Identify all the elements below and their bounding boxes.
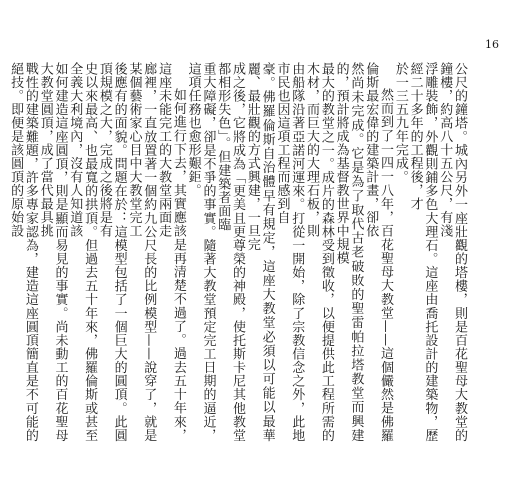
text-column: 廊裡，一直放置著一個約九公尺長的比例模型——說穿了，就是某個藝術家心目中大教堂完工 [126,62,157,442]
text-column: 重大障礙，卻是不爭的事實。隨著大教堂預定完工日期的逼近，這項任務也愈形艱鉅。 [185,62,216,442]
text-column: 史以來最高、也最寬的拱頂。但過去五十年來，佛羅倫斯或甚至全義大利境內，沒有人知道該 [67,62,98,442]
text-column: 戰性的建築難題，許多專家認為，建造這座圓頂簡直是不可能的絕技。即便是該圓頂的原始設 [8,62,38,442]
page-number: 16 [485,38,499,51]
body-text [7,62,466,442]
text-column: 如何建造這座圓頂，則是顯而易見的事實。尚未動工的百花聖母大教堂圓頂，成了當代最具挑 [37,62,68,442]
text-column: 豪。佛羅倫斯自治體早有規定，這座大教堂必須以可能以最華麗、最壯觀的方式興建，一旦完 [244,62,275,442]
text-column: 後應有的面貌。問題在於：這模型包括了一個巨大的圓頂。此圓頂規模之大，完成之後將是有 [96,62,127,442]
text-column: 成之後，它將成為「更美且更尊榮的神殿，使托斯卡尼其他教堂都相形失色」。但建築者面臨 [215,62,246,442]
text-column: 然尚未完成。它是為了取代古老破敗的聖雷帕拉塔教堂而興建的，預計將成為基督教世界中規模 [333,62,364,442]
text-column: 公尺的鐘塔。城內另外一座壯觀的塔樓，則是百花聖母大教堂的鐘樓，約高八十五公尺，有淺 [437,62,467,442]
text-column: 然而到了一四一八年，百花聖母大教堂——這個儼然是佛羅倫斯最宏偉的建築計畫，卻依 [363,62,394,442]
text-column: 浮雕裝飾，外觀則鋪多色大理石。這座由喬托設計的建築物，歷經二十多年的工程後，才 [407,62,438,442]
text-column: 於一三五九年完成。 [392,62,408,184]
text-column: 最大的教堂之一。成片的森林受到徵收，以便提供此工程所需的木材，而巨大的大理石板，則 [304,62,334,442]
text-column: 如何進行下去，其實應該是再清楚不過了。過去五十年來，這座未能完工的大教堂兩面走 [156,62,186,442]
text-column: 由船隊沿著亞諾河運來。打從一開始，除了宗教信念之外，此地市民也因這項工程而感到自 [274,62,305,442]
